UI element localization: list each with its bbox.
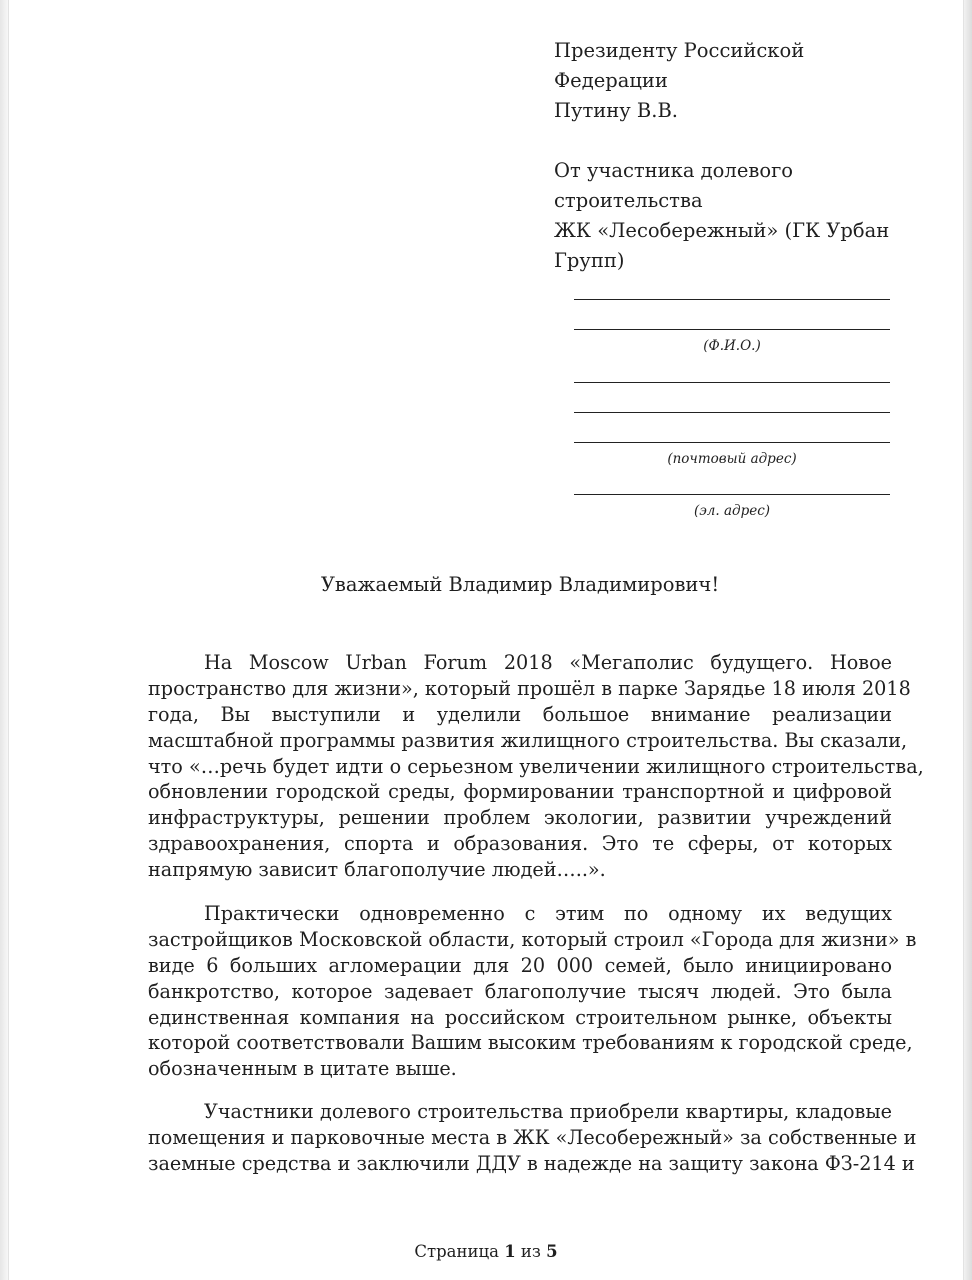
email-caption: (эл. адрес) (693, 503, 771, 519)
text-line: застройщиков Московской области, который строил «Города для жизни» в (148, 927, 917, 951)
text-line: единственная компания на российском строительном рынке, объекты (148, 1005, 892, 1029)
addressee-line: Путину В.В. (554, 99, 678, 122)
text-line: обозначенным в цитате выше. (148, 1057, 457, 1081)
postal-line (574, 412, 890, 413)
paragraph-3 (148, 1099, 917, 1177)
text-line: пространство для жизни», который прошёл в парке Зарядье 18 июля 2018 (148, 676, 911, 700)
sender-line: строительства (554, 189, 703, 212)
addressee-line: Президенту Российской (554, 39, 805, 62)
text-line: обновлении городской среды, формировании транспортной и цифровой (148, 780, 892, 804)
text-line: заемные средства и заключили ДДУ в надежде на защиту закона ФЗ-214 и (148, 1151, 915, 1175)
text-line: напрямую зависит благополучие людей…..». (148, 858, 606, 882)
text-line: которой соответствовали Вашим высоким требованиям к городской среде, (148, 1031, 913, 1055)
page-edge-right (964, 0, 972, 1280)
text-line: Участники долевого строительства приобрели квартиры, кладовые (204, 1100, 892, 1123)
greeting: Уважаемый Владимир Владимирович! (320, 573, 720, 596)
fio-line (574, 299, 890, 300)
fio-line (574, 329, 890, 330)
text-line: виде 6 больших агломерации для 20 000 семей, было инициировано (148, 953, 892, 977)
text-line: помещения и парковочные места в ЖК «Лесобережный» за собственные и (148, 1125, 917, 1149)
text-line: инфраструктуры, решении проблем экологии, развитии учреждений (148, 806, 892, 830)
spacer (554, 126, 884, 156)
fio-caption: (Ф.И.О.) (703, 338, 761, 354)
page-edge-left (0, 0, 8, 1280)
paragraph-1 (148, 650, 924, 883)
email-line (574, 494, 890, 495)
current-page-number: 1 (504, 1242, 516, 1261)
text-line: масштабной программы развития жилищного строительства. Вы сказали, (148, 728, 908, 752)
page-of-label: из (520, 1242, 541, 1261)
text-line: здравоохранения, спорта и образования. Это те сферы, от которых (148, 832, 892, 856)
paragraph-2 (148, 901, 917, 1082)
postal-line (574, 442, 890, 443)
postal-caption: (почтовый адрес) (667, 451, 797, 467)
text-line: что «…речь будет идти о серьезном увеличении жилищного строительства, (148, 754, 924, 778)
text-line: На Moscow Urban Forum 2018 «Мегаполис будущего. Новое (204, 651, 892, 674)
sender-line: Групп) (554, 249, 625, 272)
sender-line: ЖК «Лесобережный» (ГК Урбан (554, 219, 890, 242)
text-line: года, Вы выступили и уделили большое внимание реализации (148, 702, 892, 726)
sender-line: От участника долевого (554, 159, 794, 182)
total-pages-number: 5 (546, 1242, 558, 1261)
postal-line (574, 382, 890, 383)
page-number-footer (0, 1242, 972, 1261)
page-label: Страница (414, 1242, 499, 1261)
addressee-line: Федерации (554, 69, 668, 92)
text-line: Практически одновременно с этим по одному их ведущих (204, 902, 892, 925)
text-line: банкротство, которое задевает благополучие тысяч людей. Это была (148, 979, 892, 1003)
addressee-block (554, 36, 890, 276)
